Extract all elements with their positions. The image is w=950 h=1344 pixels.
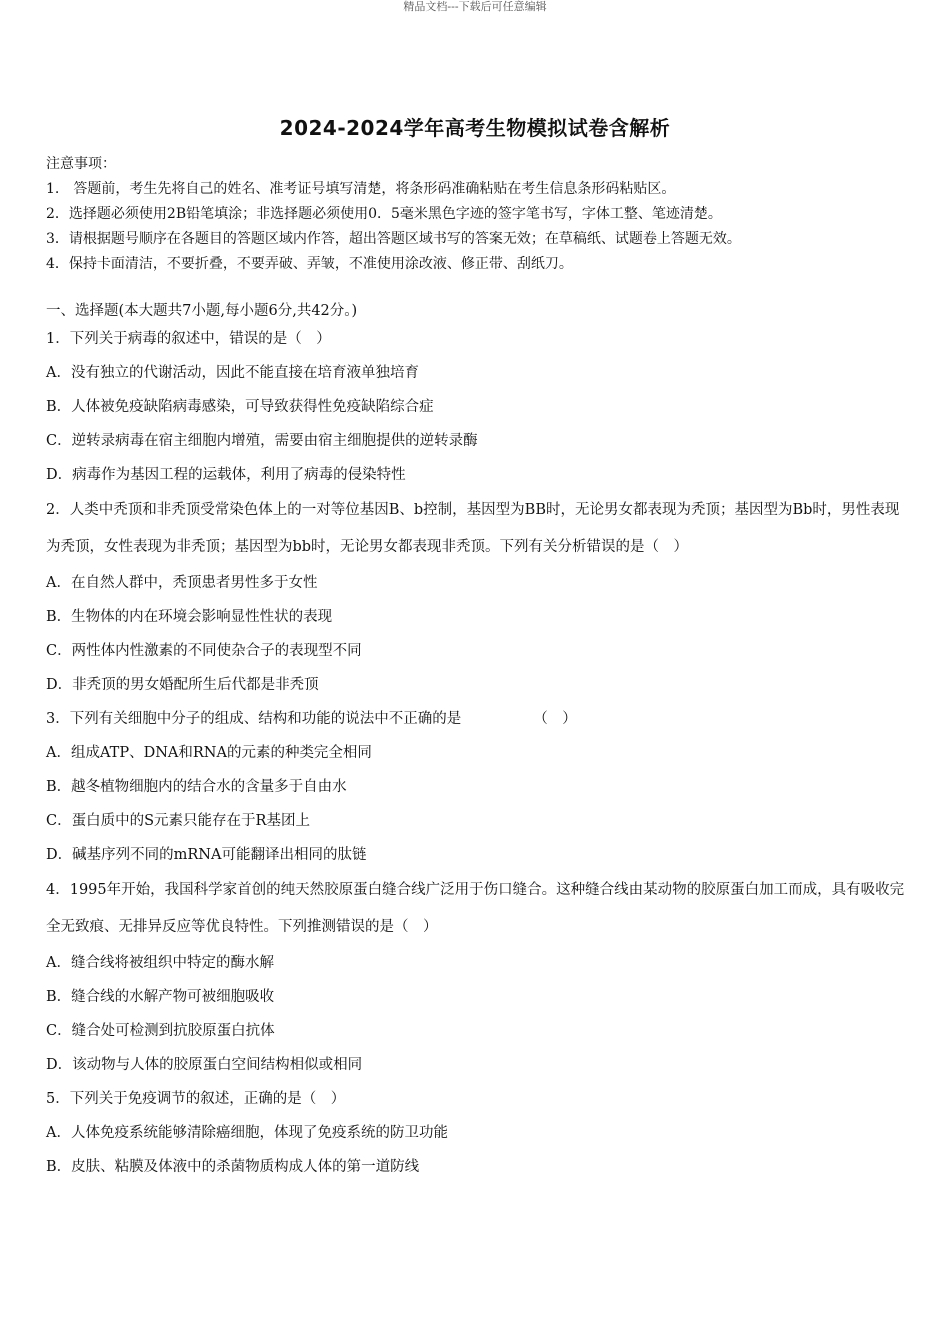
option-a: A．在自然人群中，秃顶患者男性多于女性: [46, 575, 318, 591]
question-4: [46, 872, 906, 1082]
option-b: B．人体被免疫缺陷病毒感染，可导致获得性免疫缺陷综合症: [46, 399, 434, 415]
answer-blank: （ ）: [533, 711, 577, 727]
option-b: B．缝合线的水解产物可被细胞吸收: [46, 989, 275, 1005]
option-a: A．缝合线将被组织中特定的酶水解: [46, 955, 274, 971]
note-item: 3．请根据题号顺序在各题目的答题区域内作答，超出答题区域书写的答案无效；在草稿纸、试题卷上答题无效。: [46, 231, 741, 247]
option-d: D．非秃顶的男女婚配所生后代都是非秃顶: [46, 677, 319, 693]
option-a: A．没有独立的代谢活动，因此不能直接在培育液单独培育: [46, 365, 419, 381]
option-c: C．逆转录病毒在宿主细胞内增殖，需要由宿主细胞提供的逆转录酶: [46, 433, 478, 449]
option-b: B．越冬植物细胞内的结合水的含量多于自由水: [46, 779, 347, 795]
note-item: 4．保持卡面清洁，不要折叠，不要弄破、弄皱，不准使用涂改液、修正带、刮纸刀。: [46, 256, 573, 272]
question-stem: 1．下列关于病毒的叙述中，错误的是（ ）: [46, 331, 331, 347]
question-5: [46, 1082, 906, 1184]
page-header: 精品文档---下载后可任意编辑: [403, 0, 547, 13]
question-stem: 3．下列有关细胞中分子的组成、结构和功能的说法中不正确的是: [46, 711, 462, 727]
note-item: 2．选择题必须使用2B铅笔填涂；非选择题必须使用0．5毫米黑色字迹的签字笔书写，字体工整、笔迹清楚。: [46, 206, 722, 222]
option-c: C．缝合处可检测到抗胶原蛋白抗体: [46, 1023, 275, 1039]
note-item: 1. 答题前，考生先将自己的姓名、准考证号填写清楚，将条形码准确粘贴在考生信息条形码粘贴区。: [46, 181, 676, 197]
question-stem: 2．人类中秃顶和非秃顶受常染色体上的一对等位基因B、b控制，基因型为BB时，无论男女都表现为秃顶；基因型为Bb时，男性表现为秃顶，女性表现为非秃顶；基因型为bb时，无论男女都表现非秃顶。下列有关分析错误的是（ ）: [46, 502, 900, 555]
questions-block: [46, 300, 906, 1184]
notes-heading: 注意事项：: [46, 156, 116, 172]
option-d: D．该动物与人体的胶原蛋白空间结构相似或相同: [46, 1057, 363, 1073]
page-title: 2024-2024学年高考生物模拟试卷含解析: [279, 116, 671, 140]
option-b: B．皮肤、粘膜及体液中的杀菌物质构成人体的第一道防线: [46, 1159, 420, 1175]
question-3: [46, 702, 906, 872]
notes-block: [46, 152, 926, 277]
section-heading: 一、选择题(本大题共7小题,每小题6分,共42分。): [46, 303, 358, 319]
option-a: A．组成ATP、DNA和RNA的元素的种类完全相同: [46, 745, 372, 761]
option-b: B．生物体的内在环境会影响显性性状的表现: [46, 609, 333, 625]
option-d: D．病毒作为基因工程的运载体，利用了病毒的侵染特性: [46, 467, 406, 483]
option-a: A．人体免疫系统能够清除癌细胞，体现了免疫系统的防卫功能: [46, 1125, 448, 1141]
option-d: D．碱基序列不同的mRNA可能翻译出相同的肽链: [46, 847, 367, 863]
question-2: [46, 492, 906, 702]
question-stem: 4．1995年开始，我国科学家首创的纯天然胶原蛋白缝合线广泛用于伤口缝合。这种缝合线由某动物的胶原蛋白加工而成，具有吸收完全无致痕、无排异反应等优良特性。下列推测错误的是（ ）: [46, 882, 905, 935]
option-c: C．两性体内性激素的不同使杂合子的表现型不同: [46, 643, 362, 659]
option-c: C．蛋白质中的S元素只能存在于R基团上: [46, 813, 310, 829]
question-stem: 5．下列关于免疫调节的叙述，正确的是（ ）: [46, 1091, 346, 1107]
question-stem-row: [46, 702, 906, 736]
question-1: [46, 322, 906, 492]
